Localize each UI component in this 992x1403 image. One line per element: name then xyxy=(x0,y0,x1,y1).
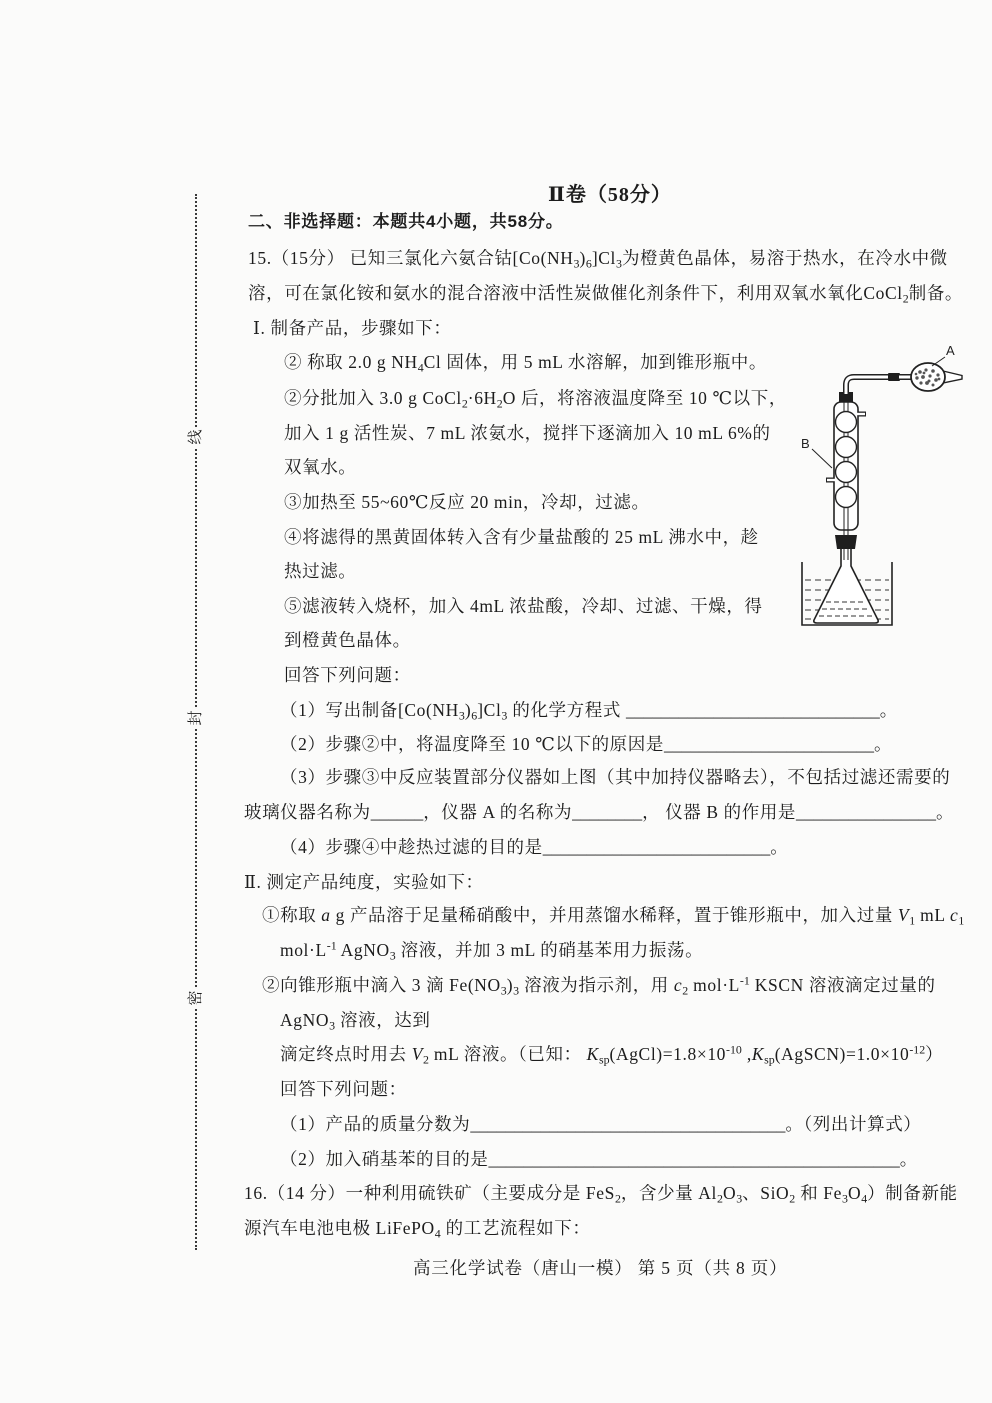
step-2-line-3: 双氧水。 xyxy=(284,457,357,477)
margin-char-seal: 封 xyxy=(186,708,206,728)
step-2-line-2: 加入 1 g 活性炭、7 mL 浓氨水，搅拌下逐滴加入 10 mL 6%的 xyxy=(284,423,771,443)
section-title: Ⅱ卷（58分） xyxy=(548,184,672,206)
part1-question-1: （1）写出制备$[Co(NH_3)_6]Cl_3$ 的化学方程式 _____________________________。 xyxy=(280,700,898,723)
q15-stem-line-2: 溶，可在氯化铵和氨水的混合溶液中活性炭做催化剂条件下，利用双氧水氧化CoCl$_2$制备。 xyxy=(248,283,964,306)
part2-step-1-line-2: $mol\cdot L^{-1}$ AgNO$_3$ 溶液，并加 3 mL 的硝基苯用力振荡。 xyxy=(280,938,704,963)
part2-step-1-line-1: ①称取 a g 产品溶于足量稀硝酸中，并用蒸馏水稀释，置于锥形瓶中，加入过量 $V_1$ mL $c_1$ xyxy=(262,905,965,928)
margin-char-line: 线 xyxy=(186,427,206,447)
part2-step-2-line-3: 滴定终点时用去 $V_2$ mL 溶液。（已知： $K_{sp}(AgCl)=1.8\times 10^{-10}$ $,K_{sp}(AgSCN)=1.0\times 10^{-12}$） xyxy=(280,1042,944,1067)
part1-answer-prompt: 回答下列问题： xyxy=(284,665,411,685)
flask-rubber-stopper xyxy=(835,535,857,549)
label-a: A xyxy=(946,343,955,358)
step-5-line-2: 到橙黄色晶体。 xyxy=(284,630,411,650)
label-b-leader-line xyxy=(812,449,832,468)
part2-step-2-line-2: AgNO$_3$ 溶液，达到 xyxy=(280,1010,431,1033)
step-2-line-1: ②分批加入 3.0 g $CoCl_2\cdot 6H_2O$ 后，将溶液温度降至 10 ℃以下， xyxy=(284,388,787,411)
label-b: B xyxy=(801,436,810,451)
part1-question-3-line-1: （3）步骤③中反应装置部分仪器如上图（其中加持仪器略去），不包括过滤还需要的 xyxy=(280,767,951,787)
conical-flask xyxy=(814,548,878,623)
label-a-leader-line xyxy=(932,357,945,366)
part1-question-4: （4）步骤④中趁热过滤的目的是__________________________。 xyxy=(280,837,789,857)
part2-heading: Ⅱ. 测定产品纯度，实验如下： xyxy=(244,872,484,892)
q16-stem-line-2: 源汽车电池电极 LiFePO$_4$ 的工艺流程如下： xyxy=(244,1218,591,1241)
connecting-tube xyxy=(846,373,913,394)
apparatus-figure xyxy=(790,330,970,635)
step-4-line-2: 热过滤。 xyxy=(284,561,357,581)
page-footer: 高三化学试卷（唐山一模） 第 5 页（共 8 页） xyxy=(413,1258,788,1278)
margin-char-secret: 密 xyxy=(186,988,206,1008)
part2-step-2-line-1: ②向锥形瓶中滴入 3 滴 $Fe(NO_3)_3$ 溶液为指示剂，用 $c_2$ $mol\cdot L^{-1}$ KSCN 溶液滴定过量的 xyxy=(262,973,936,998)
part2-question-1: （1）产品的质量分数为____________________________________。（列出计算式） xyxy=(280,1114,922,1134)
part1-heading: Ⅰ. 制备产品，步骤如下： xyxy=(253,318,452,338)
drying-tube-a xyxy=(911,363,962,391)
part2-question-2: （2）加入硝基苯的目的是_______________________________________________。 xyxy=(280,1149,918,1169)
part1-question-2: （2）步骤②中，将温度降至 10 ℃以下的原因是________________________。 xyxy=(280,734,893,754)
q15-stem-line-1: 15.（15分） 已知三氯化六氨合钴$[Co(NH_3)_6]Cl_3$为橙黄色晶体，易溶于热水，在冷水中微 xyxy=(248,248,948,271)
q16-stem-line-1: 16.（14 分）一种利用硫铁矿（主要成分是 FeS$_2$，含少量 $Al_2O_3$、SiO$_2$ 和 $Fe_3O_4$）制备新能 xyxy=(244,1183,958,1206)
part-heading: 二、非选择题：本题共4小题，共58分。 xyxy=(248,212,564,231)
step-4-line-1: ④将滤得的黑黄固体转入含有少量盐酸的 25 mL 沸水中，趁 xyxy=(284,527,759,547)
step-3: ③加热至 55~60℃反应 20 min，冷却，过滤。 xyxy=(284,492,650,512)
part1-question-3-line-2: 玻璃仪器名称为______，仪器 A 的名称为________， 仪器 B 的作用是________________。 xyxy=(244,802,955,822)
step-5-line-1: ⑤滤液转入烧杯，加入 4mL 浓盐酸，冷却、过滤、干燥，得 xyxy=(284,596,763,616)
part2-answer-prompt: 回答下列问题： xyxy=(280,1079,407,1099)
step-1: ② 称取 2.0 g $NH_4Cl$ 固体，用 5 mL 水溶解，加到锥形瓶中。 xyxy=(284,352,767,375)
